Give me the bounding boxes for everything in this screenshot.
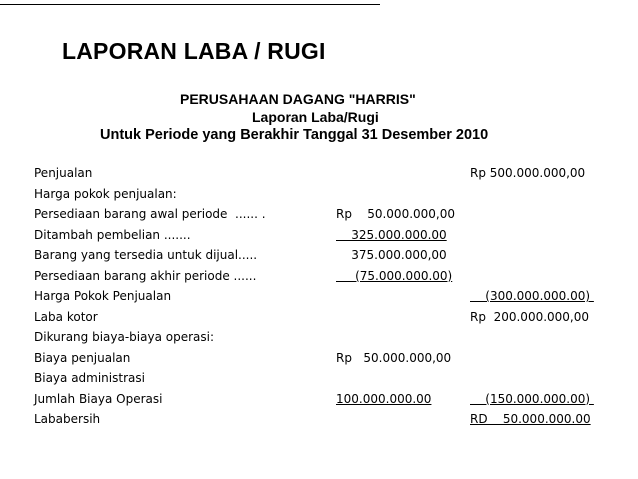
row-label: Jumlah Biaya Operasi bbox=[34, 391, 163, 406]
row-total: (300.000.000.00) bbox=[470, 289, 594, 303]
row-total: (150.000.000.00) bbox=[470, 391, 594, 406]
table-row bbox=[0, 205, 638, 226]
table-row bbox=[0, 369, 638, 390]
top-rule bbox=[0, 4, 380, 5]
report-period: Untuk Periode yang Berakhir Tanggal 31 Desember 2010 bbox=[100, 127, 489, 143]
row-amount: 100.000.000.00 bbox=[336, 391, 432, 406]
table-row bbox=[0, 308, 638, 329]
table-row bbox=[0, 246, 638, 267]
income-statement-table bbox=[0, 164, 638, 431]
table-row bbox=[0, 226, 638, 247]
table-row bbox=[0, 164, 638, 185]
row-label: Harga Pokok Penjualan bbox=[34, 289, 172, 303]
table-row bbox=[0, 349, 638, 370]
row-label: Persediaan barang akhir periode ...... bbox=[34, 268, 257, 283]
row-amount: (75.000.000.00) bbox=[336, 268, 453, 283]
row-label: Biaya administrasi bbox=[34, 371, 145, 385]
company-name: PERUSAHAAN DAGANG "HARRIS" bbox=[180, 91, 416, 107]
row-total: RD 50.000.000.00 bbox=[470, 412, 591, 426]
table-row bbox=[0, 287, 638, 308]
row-label: Harga pokok penjualan: bbox=[34, 186, 177, 201]
row-amount: Rp 50.000.000,00 bbox=[336, 207, 456, 221]
row-label: Laba kotor bbox=[34, 309, 98, 324]
row-label: Barang yang tersedia untuk dijual..... bbox=[34, 248, 258, 262]
row-label: Persediaan barang awal periode ...... . bbox=[34, 207, 266, 221]
page-title: LAPORAN LABA / RUGI bbox=[62, 38, 326, 64]
row-label: Biaya penjualan bbox=[34, 350, 131, 365]
row-label: Penjualan bbox=[34, 166, 93, 180]
row-amount: 375.000.000,00 bbox=[336, 248, 447, 262]
row-label: Lababersih bbox=[34, 412, 101, 426]
row-total: Rp 500.000.000,00 bbox=[470, 166, 586, 180]
row-amount: Rp 50.000.000,00 bbox=[336, 350, 452, 365]
table-row bbox=[0, 410, 638, 431]
table-row bbox=[0, 185, 638, 206]
table-row bbox=[0, 267, 638, 288]
report-name: Laporan Laba/Rugi bbox=[252, 109, 379, 125]
row-amount: 325.000.000.00 bbox=[336, 227, 447, 242]
row-label: Dikurang biaya-biaya operasi: bbox=[34, 330, 215, 344]
table-row bbox=[0, 390, 638, 411]
row-total: Rp 200.000.000,00 bbox=[470, 309, 590, 324]
table-row bbox=[0, 328, 638, 349]
row-label: Ditambah pembelian ....... bbox=[34, 227, 191, 242]
